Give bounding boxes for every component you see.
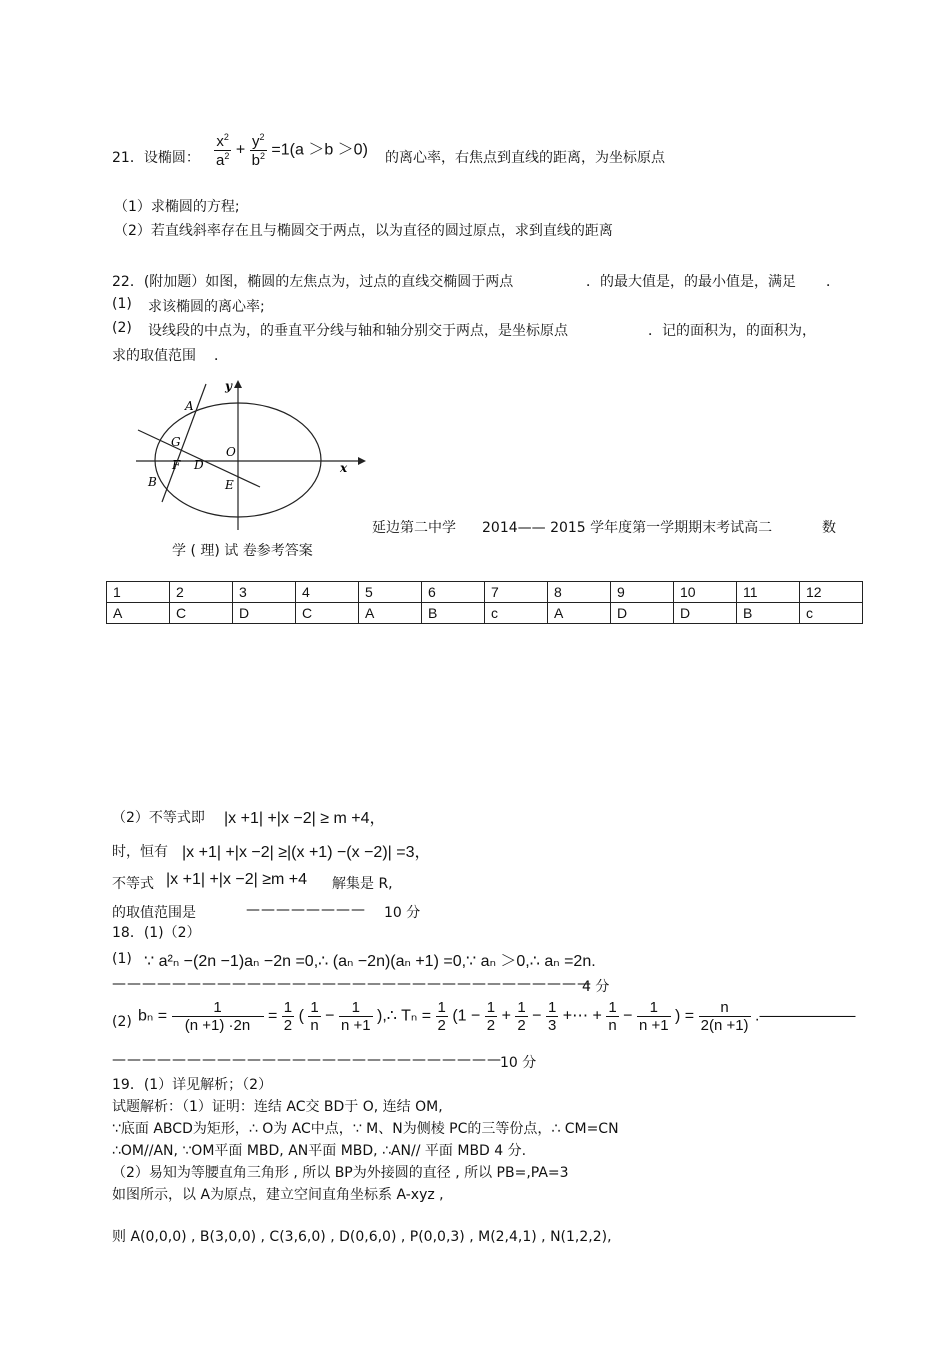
sol19-l4: （2）易知为等腰直角三角形 , 所以 BP为外接圆的直径 , 所以 PB=,PA=3 xyxy=(112,1165,569,1181)
sol18-p2-dash: —————————————————————————— xyxy=(112,1052,502,1068)
sol18-p2-formula xyxy=(138,999,855,1034)
sol17-l1-math: |x +1| +|x −2| ≥ m +4， xyxy=(224,810,386,827)
label-d: D xyxy=(194,458,204,472)
frac-num: 1 xyxy=(310,999,319,1016)
sol18-p2-minus3: − xyxy=(623,1007,633,1025)
q21-sub1: （1）求椭圆的方程; xyxy=(114,199,240,215)
y-axis-arrow-icon xyxy=(234,380,242,388)
sol17-l4-score: 10 分 xyxy=(384,905,421,921)
sol18-p2-mid: (1 − xyxy=(452,1007,481,1025)
sol19-l6: 则 A(0,0,0) , B(3,0,0) , C(3,6,0) , D(0,6,0) , P(0,0,3) , M(2,4,1) , N(1,2,2), xyxy=(112,1229,612,1245)
x-axis-arrow-icon xyxy=(358,457,366,465)
q21-formula-tail: =1(a ＞b ＞0) xyxy=(271,141,368,159)
sol19-l1: 试题解析：（1）证明：连结 AC交 BD于 O, 连结 OM, xyxy=(112,1099,443,1115)
sol18-p1-num: (1) xyxy=(112,951,132,967)
sol17-l3-tail: 解集是 R, xyxy=(332,876,393,892)
table-cell: A xyxy=(548,603,611,624)
q21-ellipse-formula: $\frac{x^2}{a^2}$ + $\frac{y^2}{b^2}$ =1(a ＞b ＞0) xyxy=(216,132,368,169)
frac-num: 1 xyxy=(649,999,658,1016)
sol19-l3: ∴OM//AN, ∵OM平面 MBD, AN平面 MBD, ∴AN// 平面 MBD 4 分. xyxy=(112,1143,527,1159)
frac-den: 2 xyxy=(437,1017,446,1034)
table-row-answers xyxy=(107,603,863,624)
sol18-p2-minus: − xyxy=(325,1007,335,1025)
table-cell: B xyxy=(737,603,800,624)
q22-sub2d: ． xyxy=(214,348,228,364)
q22-line1b: ．的最大值是，的最小值是，满足 xyxy=(586,274,796,290)
sol17-l2-math: |x +1| +|x −2| ≥|(x +1) −(x −2)| =3， xyxy=(182,844,431,861)
table-cell: 2 xyxy=(170,582,233,603)
frac-den: 2 xyxy=(283,1017,293,1034)
sol18-p2-dots: +⋯ + xyxy=(562,1007,602,1025)
sol18-p2-open: ( xyxy=(298,1007,304,1025)
frac-den: n xyxy=(310,1017,319,1034)
sol18-p1-math: ∵ a²ₙ −(2n −1)aₙ −2n =0,∴ (aₙ −2n)(aₙ +1) =0,∵ aₙ ＞0,∴ aₙ =2n. xyxy=(144,953,596,970)
frac-den: 3 xyxy=(547,1017,557,1034)
table-cell: 4 xyxy=(296,582,359,603)
sol19-l5: 如图所示，以 A为原点，建立空间直角坐标系 A-xyz , xyxy=(112,1187,444,1203)
sol18-head: 18．(1)（2） xyxy=(112,925,201,941)
frac-den: (n +1) ·2n xyxy=(172,1016,264,1034)
sol17-l4-text: 的取值范围是 xyxy=(112,905,196,921)
table-cell: 10 xyxy=(674,582,737,603)
sol18-p2-plus: + xyxy=(501,1007,511,1025)
sol18-p2-tn: ),∴ Tₙ = xyxy=(377,1007,432,1025)
sol18-p2-end: .—————— xyxy=(755,1007,856,1025)
q21-label: 21．设椭圆： xyxy=(112,150,200,166)
table-cell: 9 xyxy=(611,582,674,603)
table-cell: c xyxy=(800,603,863,624)
label-a: A xyxy=(185,399,194,413)
table-row-numbers xyxy=(107,582,863,603)
table-cell: c xyxy=(485,603,548,624)
table-cell: D xyxy=(674,603,737,624)
answer-header-year: 2014—— 2015 学年度第一学期期末考试高二 xyxy=(482,520,773,536)
sol17-l3-text: 不等式 xyxy=(112,876,154,892)
label-f: F xyxy=(172,458,181,472)
table-cell: 12 xyxy=(800,582,863,603)
frac-num: 1 xyxy=(608,999,617,1016)
table-cell: B xyxy=(422,603,485,624)
sol19-l2: ∵底面 ABCD为矩形，∴ O为 AC中点，∵ M、N为侧棱 PC的三等份点，∴ CM=CN xyxy=(112,1121,619,1137)
table-cell: D xyxy=(233,603,296,624)
q22-sub2-num: (2) xyxy=(112,320,132,336)
q21-sub2: （2）若直线斜率存在且与椭圆交于两点，以为直径的圆过原点，求到直线的距离 xyxy=(114,223,613,239)
answer-header-line2: 学 ( 理) 试 卷参考答案 xyxy=(172,543,313,559)
frac-num: 1 xyxy=(486,999,496,1016)
frac-num: 1 xyxy=(213,999,222,1016)
sol19-head: 19．(1）详见解析；（2） xyxy=(112,1077,273,1093)
q22-sub1: 求该椭圆的离心率; xyxy=(148,299,265,315)
sol18-p2-num: (2) xyxy=(112,1014,132,1030)
frac-den: 2 xyxy=(486,1017,496,1034)
frac-num: 1 xyxy=(351,999,360,1016)
ellipse-figure xyxy=(130,372,370,532)
sol18-p2-b: bₙ = xyxy=(138,1007,168,1025)
table-cell: 7 xyxy=(485,582,548,603)
q22-line1: 22．(附加题）如图，椭圆的左焦点为，过点的直线交椭圆于两点 xyxy=(112,274,514,290)
q22-sub2c: 求的取值范围 xyxy=(112,348,196,364)
answer-header-school: 延边第二中学 xyxy=(372,520,456,536)
frac-den: 2(n +1) xyxy=(700,1017,749,1034)
sol18-p1-dash: ———————————————————————————————— xyxy=(112,976,592,992)
table-cell: A xyxy=(107,603,170,624)
label-x: x xyxy=(340,461,348,475)
table-cell: 8 xyxy=(548,582,611,603)
label-g: G xyxy=(171,435,181,449)
sol18-p2-score: 10 分 xyxy=(500,1055,537,1071)
frac-den: n +1 xyxy=(340,1017,371,1034)
frac-num: 1 xyxy=(283,999,293,1016)
frac-num: 1 xyxy=(517,999,526,1016)
sol17-l2-text: 时，恒有 xyxy=(112,844,168,860)
table-cell: A xyxy=(359,603,422,624)
frac-den: n xyxy=(608,1017,617,1034)
frac-num: 1 xyxy=(437,999,446,1016)
q22-sub2: 设线段的中点为，的垂直平分线与轴和轴分别交于两点，是坐标原点 xyxy=(148,323,568,339)
label-b: B xyxy=(148,475,157,489)
sol18-p1-score: 4 分 xyxy=(582,979,610,995)
frac-num: n xyxy=(720,999,729,1016)
sol18-p2-minus2: − xyxy=(532,1007,542,1025)
label-e: E xyxy=(225,478,234,492)
table-cell: 1 xyxy=(107,582,170,603)
frac-den: 2 xyxy=(517,1017,526,1034)
q21-text: 的离心率，右焦点到直线的距离，为坐标原点 xyxy=(385,150,665,166)
label-y: y xyxy=(225,379,232,393)
sol18-p2-close: ) = xyxy=(675,1007,695,1025)
frac-den: n +1 xyxy=(638,1017,669,1034)
table-cell: C xyxy=(170,603,233,624)
answer-table xyxy=(106,581,863,624)
sol18-p2-eq: = xyxy=(267,1007,278,1025)
sol17-l3-math: |x +1| +|x −2| ≥m +4 xyxy=(166,871,308,888)
sol17-l4-dash: ———————— xyxy=(246,902,366,918)
frac-num: 1 xyxy=(547,999,557,1016)
table-cell: 11 xyxy=(737,582,800,603)
sol17-l1-text: （2）不等式即 xyxy=(112,810,205,826)
line-ab xyxy=(162,384,206,502)
table-cell: 5 xyxy=(359,582,422,603)
answer-header-subject: 数 xyxy=(822,520,836,536)
q22-line1c: ． xyxy=(826,274,840,290)
table-cell: 3 xyxy=(233,582,296,603)
label-o: O xyxy=(226,445,236,459)
table-cell: 6 xyxy=(422,582,485,603)
table-cell: D xyxy=(611,603,674,624)
q22-sub1-num: (1) xyxy=(112,296,132,312)
q22-sub2b: ．记的面积为，的面积为， xyxy=(648,323,816,339)
table-cell: C xyxy=(296,603,359,624)
